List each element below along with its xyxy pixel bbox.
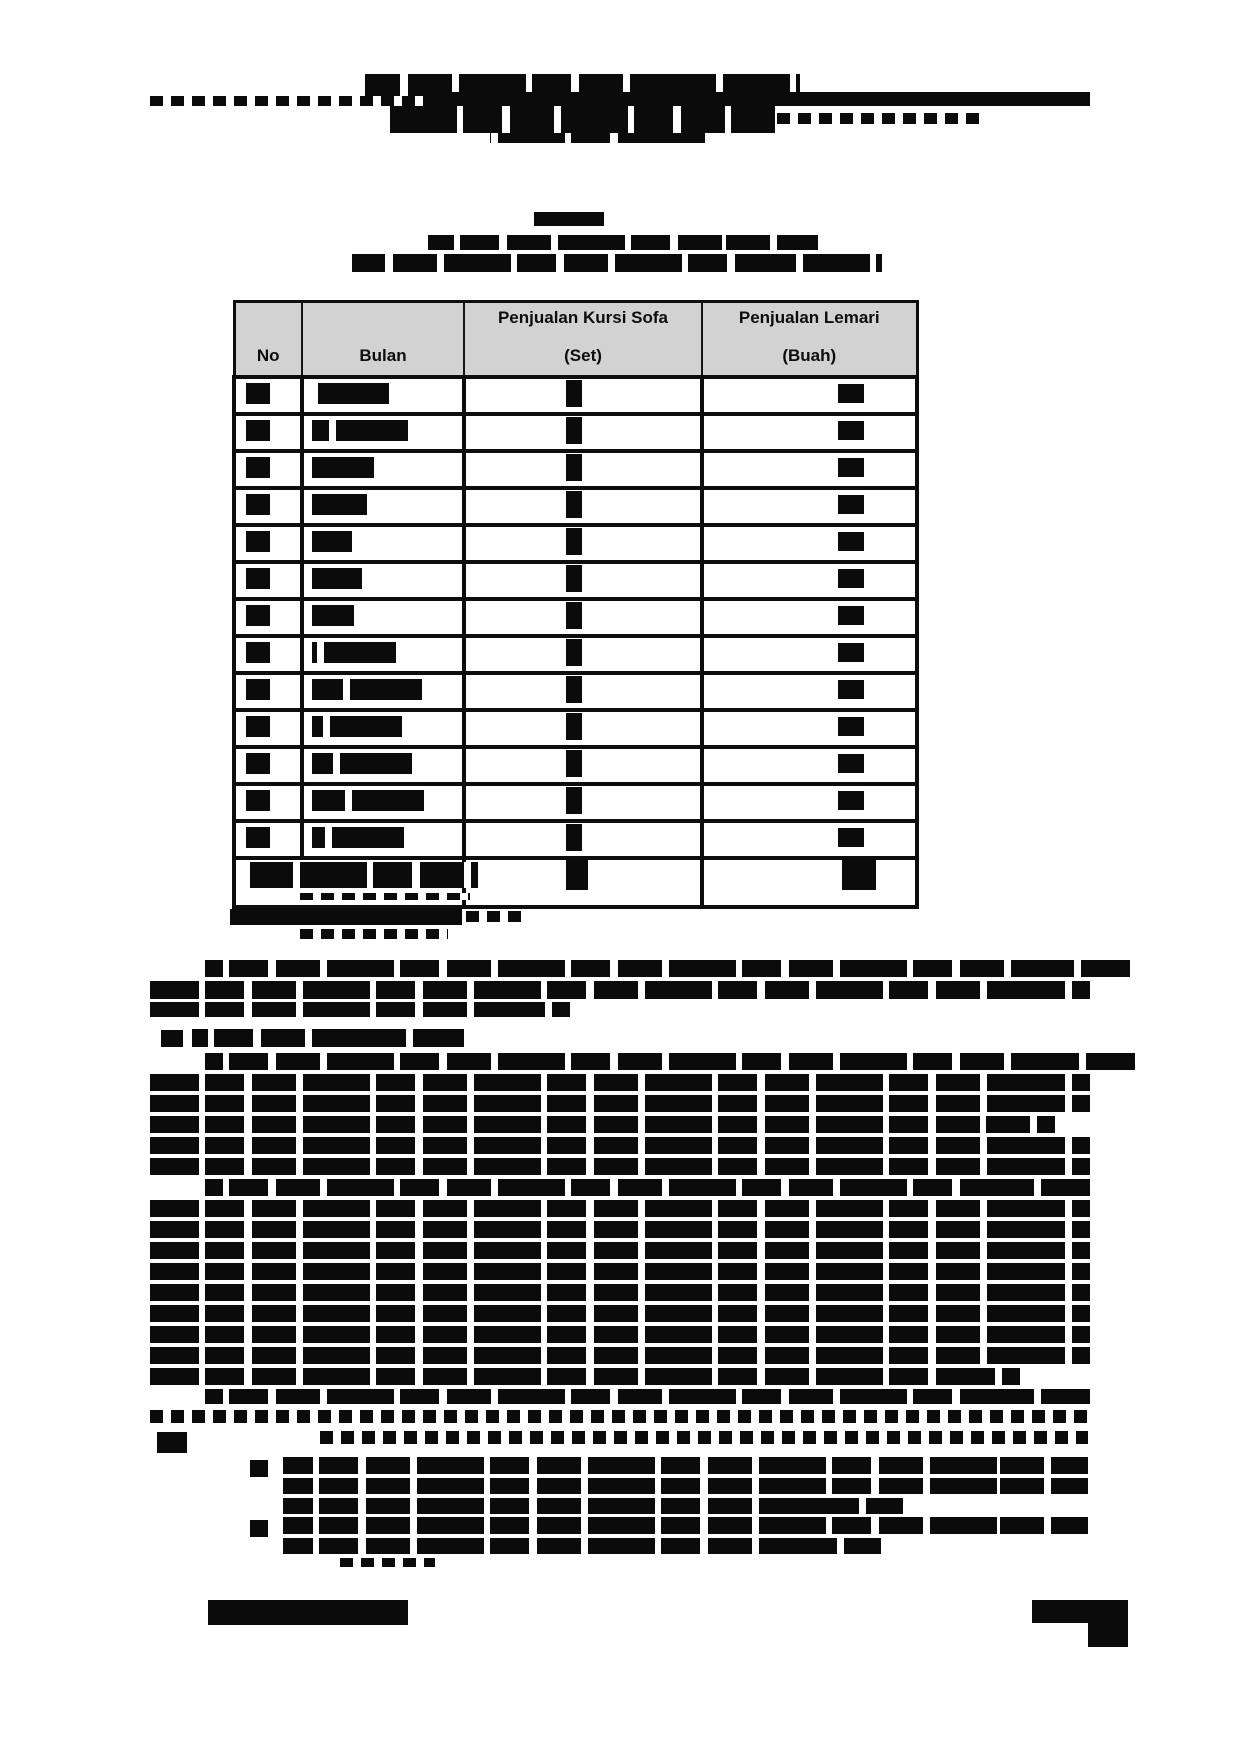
table-cell — [464, 636, 702, 673]
table-cell — [302, 414, 464, 451]
redaction-bar — [466, 911, 521, 922]
redaction-bar — [283, 1538, 881, 1554]
total-sofa-cell — [464, 858, 702, 907]
redaction-bar — [352, 254, 882, 272]
table-row — [234, 599, 917, 636]
redaction-bar — [150, 1221, 1090, 1238]
table-row — [234, 488, 917, 525]
table-cell — [702, 377, 917, 414]
table-cell — [702, 636, 917, 673]
table-header-row — [234, 302, 917, 377]
table-cell — [702, 673, 917, 710]
table-cell — [702, 710, 917, 747]
table-cell — [234, 414, 302, 451]
col-header-no-line1 — [238, 307, 300, 329]
table-cell — [302, 451, 464, 488]
redaction-bar — [205, 1389, 1090, 1404]
redaction-bar — [283, 1478, 1088, 1494]
redaction-bar — [283, 1517, 1088, 1534]
redaction-bar — [320, 1431, 1088, 1444]
table-cell — [234, 636, 302, 673]
table-cell — [234, 710, 302, 747]
redaction-bar — [433, 92, 1090, 106]
redaction-bar — [208, 1600, 408, 1625]
table-cell — [234, 747, 302, 784]
redaction-bar — [150, 1263, 1090, 1280]
table-cell — [302, 488, 464, 525]
col-header-no — [234, 302, 302, 377]
table-cell — [302, 599, 464, 636]
table-cell — [302, 821, 464, 858]
table-cell — [702, 414, 917, 451]
redaction-bar — [250, 1460, 268, 1477]
col-header-bulan — [302, 302, 464, 377]
redaction-bar — [150, 1410, 1090, 1423]
sales-table-body — [234, 377, 917, 858]
table-cell — [464, 488, 702, 525]
table-cell — [302, 747, 464, 784]
table-cell — [302, 673, 464, 710]
redaction-bar — [428, 235, 818, 250]
redaction-bar — [150, 1095, 1090, 1112]
total-lemari-cell — [702, 858, 917, 907]
redaction-bar — [150, 1284, 1090, 1301]
table-cell — [702, 488, 917, 525]
col-header-bulan-line2: Bulan — [359, 345, 407, 365]
table-cell — [464, 377, 702, 414]
redaction-bar — [385, 106, 777, 133]
redaction-bar — [150, 981, 1090, 999]
redaction-bar — [283, 1457, 1088, 1474]
table-cell — [702, 451, 917, 488]
col-header-lemari-line1: Penjualan Lemari — [738, 308, 880, 327]
table-cell — [702, 784, 917, 821]
table-row — [234, 636, 917, 673]
table-cell — [234, 525, 302, 562]
redaction-bar — [192, 1029, 464, 1047]
table-cell — [464, 710, 702, 747]
table-row — [234, 377, 917, 414]
table-row — [234, 710, 917, 747]
redaction-bar — [150, 96, 435, 106]
table-cell — [234, 488, 302, 525]
table-cell — [302, 562, 464, 599]
redaction-bar — [283, 1498, 903, 1514]
redaction-bar — [205, 1053, 1135, 1070]
redaction-bar — [205, 1179, 1090, 1196]
table-cell — [702, 525, 917, 562]
redaction-bar — [150, 1305, 1090, 1322]
col-header-sofa-line1: Penjualan Kursi Sofa — [497, 308, 669, 327]
total-row — [234, 858, 917, 907]
table-cell — [302, 710, 464, 747]
redaction-bar — [157, 1432, 187, 1453]
table-cell — [234, 451, 302, 488]
redaction-bar — [150, 1326, 1090, 1343]
table-cell — [302, 784, 464, 821]
table-cell — [234, 821, 302, 858]
table-cell — [464, 747, 702, 784]
table-row — [234, 451, 917, 488]
table-cell — [464, 821, 702, 858]
redaction-bar — [300, 929, 448, 939]
redaction-bar — [777, 113, 987, 124]
redaction-bar — [150, 1200, 1090, 1217]
col-header-lemari-line2: (Buah) — [782, 345, 837, 365]
redaction-bar — [150, 1116, 1055, 1133]
table-cell — [702, 599, 917, 636]
redaction-bar — [150, 1074, 1090, 1091]
col-header-sofa — [464, 302, 702, 377]
table-cell — [464, 525, 702, 562]
table-cell — [234, 673, 302, 710]
table-cell — [464, 562, 702, 599]
redaction-bar — [230, 909, 462, 925]
table-row — [234, 747, 917, 784]
total-label-cell — [234, 858, 464, 907]
redaction-bar — [150, 1242, 1090, 1259]
redaction-bar — [161, 1030, 183, 1047]
table-cell — [464, 599, 702, 636]
table-row — [234, 525, 917, 562]
redaction-bar — [365, 74, 800, 96]
col-header-bulan-line1 — [305, 307, 461, 329]
table-cell — [702, 821, 917, 858]
table-cell — [302, 377, 464, 414]
redaction-bar — [150, 1002, 570, 1017]
redaction-bar — [1032, 1600, 1128, 1623]
sales-table-header — [234, 302, 917, 377]
sales-table — [232, 300, 919, 909]
table-row — [234, 673, 917, 710]
table-cell — [302, 636, 464, 673]
table-cell — [234, 562, 302, 599]
col-header-no-line2: No — [256, 345, 280, 365]
redaction-bar — [205, 960, 1130, 977]
table-cell — [702, 747, 917, 784]
redaction-bar — [250, 1520, 268, 1537]
table-cell — [464, 673, 702, 710]
table-cell — [702, 562, 917, 599]
table-cell — [234, 784, 302, 821]
redaction-bar — [150, 1347, 1090, 1364]
table-cell — [464, 784, 702, 821]
redaction-bar — [490, 133, 705, 143]
table-row — [234, 784, 917, 821]
redaction-bar — [534, 212, 604, 226]
redaction-bar — [1088, 1623, 1128, 1647]
table-cell — [234, 377, 302, 414]
table-row — [234, 562, 917, 599]
sales-table-footer — [234, 858, 917, 907]
redaction-bar — [340, 1558, 435, 1567]
table-cell — [464, 451, 702, 488]
table-cell — [464, 414, 702, 451]
redaction-bar — [150, 1137, 1090, 1154]
redaction-bar — [150, 1158, 1090, 1175]
table-cell — [302, 525, 464, 562]
table-cell — [234, 599, 302, 636]
redaction-bar — [150, 1368, 1020, 1385]
table-row — [234, 821, 917, 858]
col-header-lemari — [702, 302, 917, 377]
table-row — [234, 414, 917, 451]
col-header-sofa-line2: (Set) — [564, 345, 602, 365]
